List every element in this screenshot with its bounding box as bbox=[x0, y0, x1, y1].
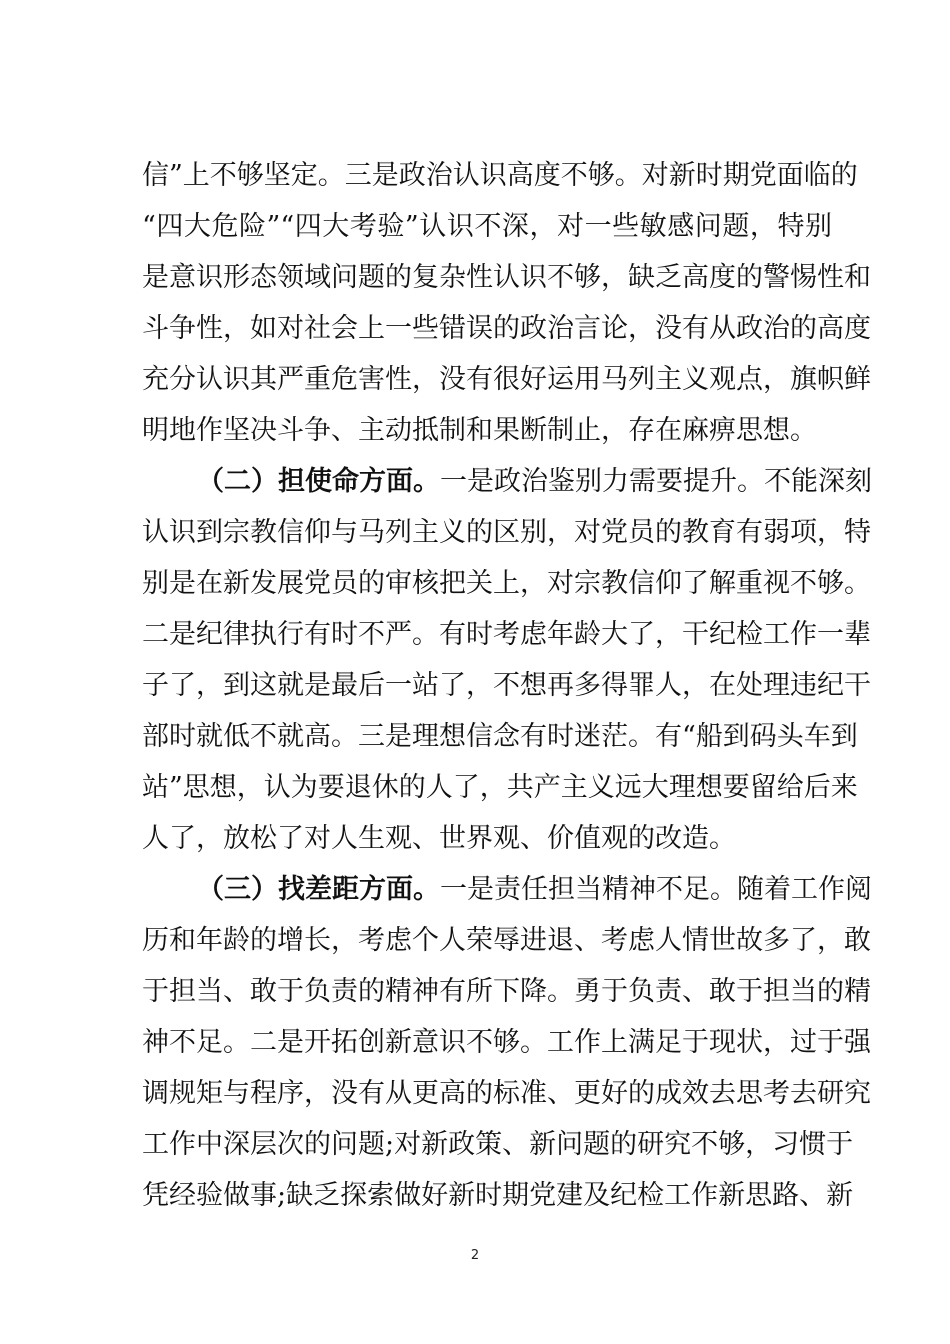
text-line: 站”思想，认为要退休的人了，共产主义远大理想要留给后来 bbox=[142, 772, 858, 803]
document-body bbox=[142, 154, 872, 1225]
text-line: 调规矩与程序，没有从更高的标准、更好的成效去思考去研究 bbox=[142, 1078, 871, 1109]
text-line: 人了，放松了对人生观、世界观、价值观的改造。 bbox=[142, 823, 736, 854]
text-line: 是意识形态领域问题的复杂性认识不够，缺乏高度的警惕性和 bbox=[142, 262, 871, 293]
text-line: 神不足。二是开拓创新意识不够。工作上满足于现状，过于强 bbox=[142, 1027, 871, 1058]
paragraph-2 bbox=[142, 460, 872, 868]
text-line: 明地作坚决斗争、主动抵制和果断制止，存在麻痹思想。 bbox=[142, 415, 817, 446]
section-heading: （三）找差距方面。 bbox=[197, 874, 440, 905]
text-line: 信”上不够坚定。三是政治认识高度不够。对新时期党面临的 bbox=[142, 160, 858, 191]
text-run: 一是责任担当精神不足。随着工作阅 bbox=[440, 874, 872, 905]
paragraph-first-line bbox=[142, 868, 872, 919]
text-line: 别是在新发展党员的审核把关上，对宗教信仰了解重视不够。 bbox=[142, 568, 871, 599]
text-line: 于担当、敢于负责的精神有所下降。勇于负责、敢于担当的精 bbox=[142, 976, 871, 1007]
text-line: 工作中深层次的问题;对新政策、新问题的研究不够，习惯于 bbox=[142, 1129, 854, 1160]
paragraph-first-line bbox=[142, 460, 872, 511]
text-line: 认识到宗教信仰与马列主义的区别，对党员的教育有弱项，特 bbox=[142, 517, 871, 548]
text-line: 子了，到这就是最后一站了，不想再多得罪人，在处理违纪干 bbox=[142, 670, 871, 701]
text-line: 斗争性，如对社会上一些错误的政治言论，没有从政治的高度 bbox=[142, 313, 871, 344]
paragraph-1 bbox=[142, 154, 871, 460]
section-heading: （二）担使命方面。 bbox=[197, 466, 440, 497]
page-number: 2 bbox=[470, 1248, 480, 1263]
text-line: 凭经验做事;缺乏探索做好新时期党建及纪检工作新思路、新 bbox=[142, 1180, 854, 1211]
text-run: 一是政治鉴别力需要提升。不能深刻 bbox=[440, 466, 872, 497]
text-line: 部时就低不就高。三是理想信念有时迷茫。有“船到码头车到 bbox=[142, 721, 858, 752]
paragraph-3 bbox=[142, 868, 872, 1225]
text-line: 充分认识其严重危害性，没有很好运用马列主义观点，旗帜鲜 bbox=[142, 364, 871, 395]
text-line: 历和年龄的增长，考虑个人荣辱进退、考虑人情世故多了，敢 bbox=[142, 925, 871, 956]
text-line: “四大危险”“四大考验”认识不深，对一些敏感问题，特别 bbox=[142, 211, 832, 242]
text-line: 二是纪律执行有时不严。有时考虑年龄大了，干纪检工作一辈 bbox=[142, 619, 871, 650]
